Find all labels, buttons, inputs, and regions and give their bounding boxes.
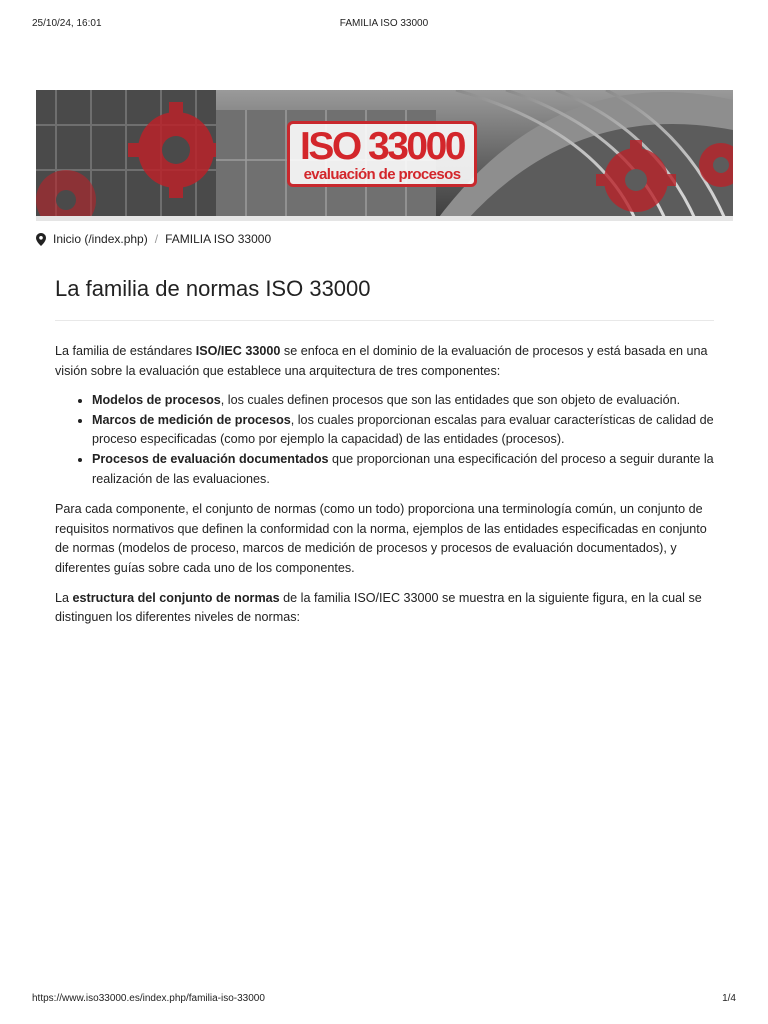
components-list (55, 391, 717, 489)
list-item: • Procesos de evaluación documentados que proporcionan una especificación del proceso a seguir durante la realización de las evaluaciones. (92, 450, 717, 489)
header-banner (36, 90, 733, 221)
intro-paragraph: La familia de estándares ISO/IEC 33000 se enfoca en el dominio de la evaluación de procesos y está basada en una visión sobre la evaluación que establece una arquitectura de tres componentes: (55, 344, 708, 378)
page-number: 1/4 (722, 993, 736, 1004)
print-footer (32, 993, 736, 1007)
breadcrumb-current: FAMILIA ISO 33000 (165, 232, 272, 246)
logo-main-text: ISO 33000 (300, 125, 464, 168)
breadcrumb-home-link[interactable]: Inicio (/index.php) (53, 232, 148, 246)
print-datetime: 25/10/24, 16:01 (32, 18, 102, 29)
logo-sub-text: evaluación de procesos (303, 166, 461, 183)
components-paragraph: Para cada componente, el conjunto de normas (como un todo) proporciona una terminología común, un conjunto de requisitos normativos que definen la conformidad con la norma, ejemplos de las entidades especificadas en conjunto de normas (modelos de proceso, marcos de medición de procesos y procesos de evaluación documentados), y diferentes guías sobre cada uno de los componentes. (55, 502, 707, 575)
map-marker-icon (36, 233, 46, 246)
breadcrumb (36, 231, 271, 247)
title-divider (55, 320, 714, 321)
article-body (55, 342, 717, 638)
structure-bold: estructura del conjunto de normas (72, 590, 280, 605)
iso33000-logo (287, 121, 477, 187)
print-page-title: FAMILIA ISO 33000 (339, 18, 429, 29)
list-item: • Marcos de medición de procesos, los cuales proporcionan escalas para evaluar características de calidad de proceso especificadas (como por ejemplo la capacidad) de las entidades (procesos). (92, 411, 717, 450)
print-header (32, 18, 736, 32)
intro-bold: ISO/IEC 33000 (195, 344, 281, 358)
print-url: https://www.iso33000.es/index.php/familia-iso-33000 (32, 993, 265, 1004)
breadcrumb-separator: / (154, 232, 159, 246)
structure-paragraph: La estructura del conjunto de normas de la familia ISO/IEC 33000 se muestra en la siguiente figura, en la cual se distinguen los diferentes niveles de normas: (55, 590, 702, 625)
list-item: • Modelos de procesos, los cuales definen procesos que son las entidades que son objeto de evaluación. (92, 391, 717, 411)
page-title: La familia de normas ISO 33000 (55, 276, 371, 301)
